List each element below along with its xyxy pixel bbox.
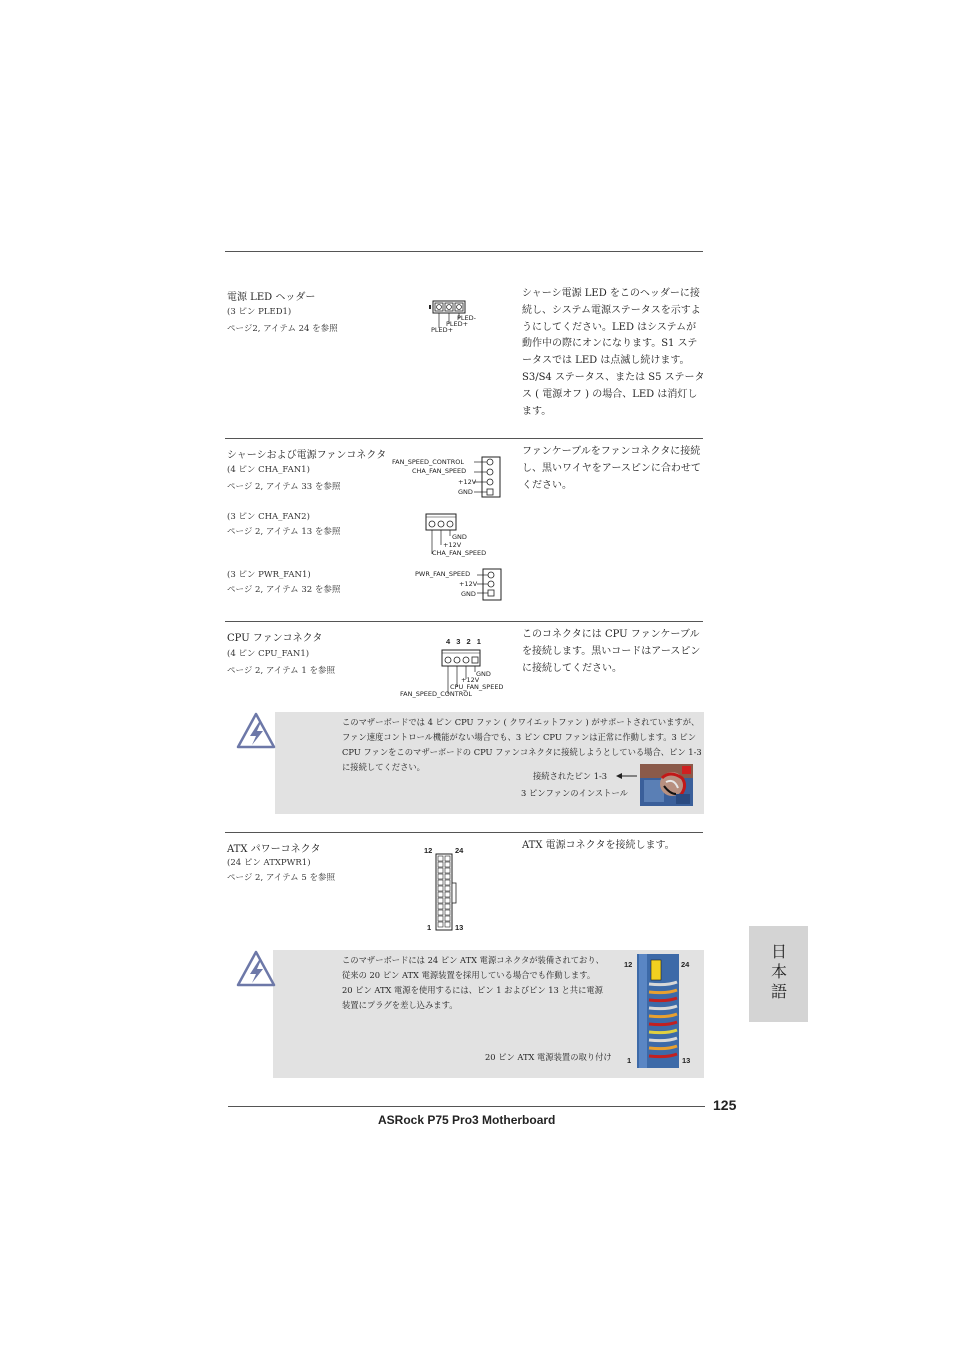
cha-fan2-pin-line: (3 ピン CHA_FAN2) bbox=[227, 512, 310, 522]
cha-fan1-header-diagram bbox=[474, 455, 504, 499]
atx-photo-pin-number: 13 bbox=[682, 1056, 691, 1065]
cpu-fan-pin-label: +12V bbox=[461, 676, 480, 684]
cpu-fan-pin-line: (4 ピン CPU_FAN1) bbox=[227, 649, 310, 659]
cpu-fan-pin-numbers: 4 3 2 1 bbox=[446, 637, 483, 646]
power-led-description: シャーシ電源 LED をこのヘッダーに接続し、システム電源ステータスを示すようにしてください。LED はシステムが動作中の際にオンになります。S1 ステータスでは LED は点滅し続けます。S3/S4 ステータス、または S5 ステータス ( 電源オフ ) の場合、LED は消灯します。 bbox=[522, 288, 705, 417]
cha-fan1-pin-label: +12V bbox=[458, 478, 477, 486]
cha-fan1-pin-label: CHA_FAN_SPEED bbox=[412, 467, 467, 475]
fan-install-photo bbox=[640, 764, 693, 806]
cpu-fan-title: CPU ファンコネクタ bbox=[227, 633, 323, 644]
cpu-fan-pin-label: FAN_SPEED_CONTROL bbox=[400, 690, 472, 698]
cha-fan2-pin-label: +12V bbox=[443, 541, 462, 549]
cpu-fan-ref: ページ 2, アイテム 1 を参照 bbox=[227, 666, 335, 676]
language-side-tab[interactable] bbox=[749, 926, 808, 1022]
cha-fan1-pin-label: GND bbox=[458, 488, 473, 496]
footer-model-name: ASRock P75 Pro3 Motherboard bbox=[378, 1113, 556, 1127]
atx-photo-pin-number: 12 bbox=[624, 960, 633, 969]
cha-fan2-pin-label: GND bbox=[452, 533, 467, 541]
cpu-note-caption-pins: 接続されたピン 1-3 bbox=[533, 771, 608, 781]
section-divider bbox=[225, 832, 703, 833]
pwr-fan-pin-label: PWR_FAN_SPEED bbox=[415, 570, 471, 578]
atx-pin-number: 12 bbox=[424, 846, 433, 855]
section-divider bbox=[225, 621, 703, 622]
atx-pin-number: 24 bbox=[455, 846, 464, 855]
atx-note-text: このマザーボードには 24 ピン ATX 電源コネクタが装備されており、従来の 20 ピン ATX 電源装置を採用している場合でも作動します。20 ピン ATX 電源を使用するには、ピン 1 およびピン 13 と共に電源装置にプラグを差し込みます。 bbox=[342, 955, 604, 1010]
pwr-fan-header-diagram bbox=[477, 568, 505, 602]
power-led-pin-label: PLED+ bbox=[446, 320, 469, 328]
pwr-fan-pin-label: +12V bbox=[459, 580, 478, 588]
atx-pin-number: 1 bbox=[427, 923, 432, 932]
power-led-ref: ページ2, アイテム 24 を参照 bbox=[227, 324, 338, 334]
power-led-pin-line: (3 ピン PLED1) bbox=[227, 307, 292, 317]
arrow-left-icon bbox=[616, 771, 638, 781]
atx-note-caption: 20 ピン ATX 電源装置の取り付け bbox=[485, 1052, 612, 1062]
cha-fan1-pin-line: (4 ピン CHA_FAN1) bbox=[227, 465, 310, 475]
atx-power-ref: ページ 2, アイテム 5 を参照 bbox=[227, 873, 335, 883]
atx-power-title: ATX パワーコネクタ bbox=[227, 844, 321, 855]
atx-connector-photo bbox=[637, 954, 679, 1068]
pwr-fan-pin-label: GND bbox=[461, 590, 476, 598]
atx-power-connector-diagram bbox=[434, 853, 458, 933]
cha-fan2-ref: ページ 2, アイテム 13 を参照 bbox=[227, 527, 341, 537]
chassis-fan-title: シャーシおよび電源ファンコネクタ bbox=[227, 450, 387, 461]
cpu-fan-note-text: このマザーボードでは 4 ピン CPU ファン ( クワイエットファン ) がサポートされていますが、ファン速度コントロール機能がない場合でも、3 ピン CPU ファンは正常に作動します。3 ピン CPU ファンをこのマザーボードの CPU ファンコネクタに接続しようとしている場合、ピン 1-3 に接続してください。 bbox=[342, 717, 702, 772]
page-number: 125 bbox=[713, 1097, 737, 1113]
cpu-note-caption-install: 3 ピンファンのインストール bbox=[521, 788, 628, 798]
atx-photo-pin-number: 24 bbox=[681, 960, 690, 969]
section-divider bbox=[225, 438, 703, 439]
cpu-fan-description: このコネクタには CPU ファンケーブルを接続します。黒いコードはアースピンに接続してください。 bbox=[522, 629, 701, 674]
cha-fan2-pin-label: CHA_FAN_SPEED bbox=[432, 549, 487, 557]
language-tab-label: 日本語 bbox=[770, 942, 787, 1001]
warning-icon bbox=[234, 949, 278, 989]
cha-fan1-pin-label: FAN_SPEED_CONTROL bbox=[392, 458, 464, 466]
power-led-title: 電源 LED ヘッダー bbox=[227, 292, 316, 303]
atx-power-description: ATX 電源コネクタを接続します。 bbox=[522, 840, 675, 851]
atx-pin-number: 13 bbox=[455, 923, 464, 932]
pwr-fan-ref: ページ 2, アイテム 32 を参照 bbox=[227, 585, 341, 595]
pwr-fan-pin-line: (3 ピン PWR_FAN1) bbox=[227, 570, 311, 580]
power-led-pin-label: PLED- bbox=[457, 314, 476, 322]
chassis-fan-description: ファンケーブルをファンコネクタに接続し、黒いワイヤをアースピンに合わせてください。 bbox=[522, 446, 701, 491]
footer-rule bbox=[228, 1106, 705, 1107]
cpu-fan-pin-label: CPU_FAN_SPEED bbox=[450, 683, 504, 691]
cha-fan1-ref: ページ 2, アイテム 33 を参照 bbox=[227, 482, 341, 492]
atx-photo-pin-number: 1 bbox=[627, 1056, 632, 1065]
cpu-fan-pin-label: GND bbox=[476, 670, 491, 678]
top-rule bbox=[225, 251, 703, 252]
atx-power-pin-line: (24 ピン ATXPWR1) bbox=[227, 858, 311, 868]
warning-icon bbox=[234, 711, 278, 751]
power-led-pin-label: PLED+ bbox=[431, 326, 454, 334]
